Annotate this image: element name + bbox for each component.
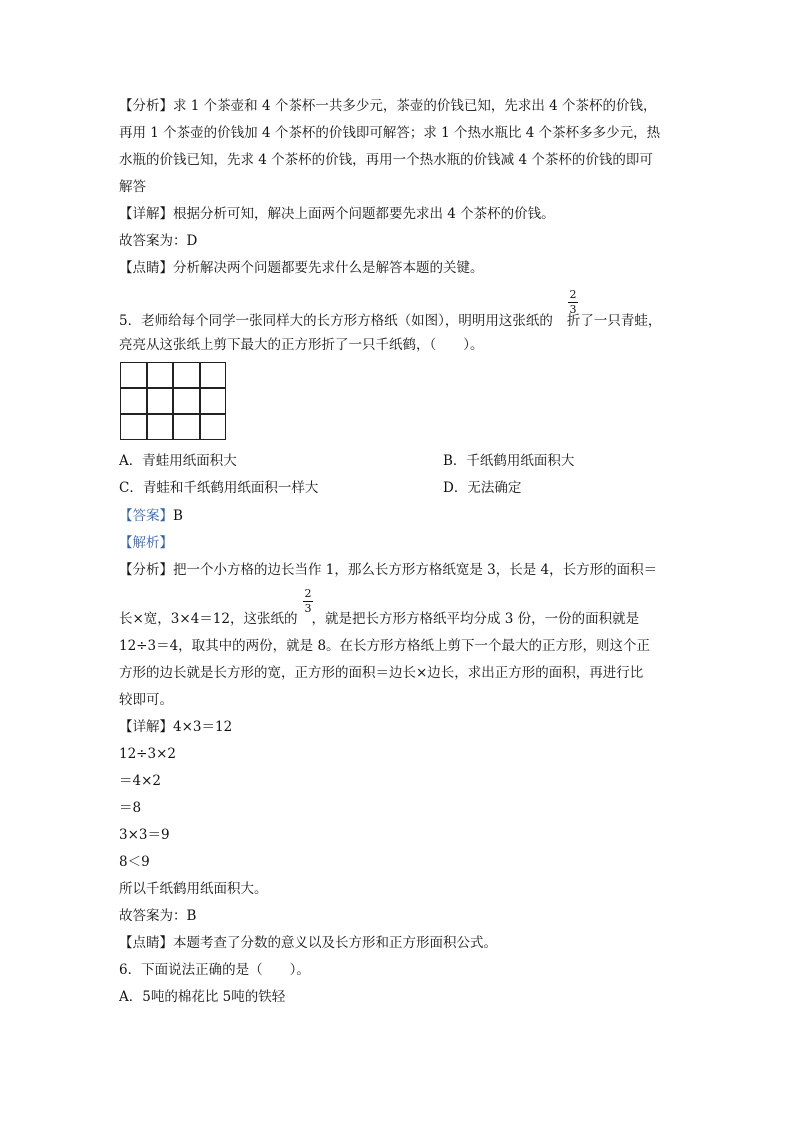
q5-analysis-line-3: 12÷3＝4，取其中的两份，就是 8。在长方形方格纸上剪下一个最大的正方形，则这个正 xyxy=(119,638,651,654)
q5-detail-line: 3×3＝9 xyxy=(119,827,170,843)
q5-analysis-fraction xyxy=(303,588,313,615)
q5-analysis-part-b: ，就是把长方形方格纸平均分成 3 份，一份的面积就是 xyxy=(311,611,640,627)
q4-analysis-line-3: 水瓶的价钱已知，先求 4 个茶杯的价钱，再用一个热水瓶的价钱减 4 个茶杯的价钱的即可 xyxy=(119,152,653,168)
q5-jiexi-tag: 【解析】 xyxy=(119,535,173,551)
q6-option-a: A．5吨的棉花比 5吨的铁轻 xyxy=(119,989,286,1005)
answer-tag: 【答案】 xyxy=(119,508,173,524)
q4-analysis-line-4: 解答 xyxy=(119,179,146,195)
answer-value: B xyxy=(173,508,183,524)
grid-paper-figure xyxy=(120,362,226,440)
q5-detail-line: 【详解】4×3＝12 xyxy=(119,719,233,735)
q5-stem-part2: 折了一只青蛙， xyxy=(566,313,662,329)
q5-option-a: A．青蛙用纸面积大 xyxy=(119,453,237,469)
q4-analysis-line-2: 再用 1 个茶壶的价钱加 4 个茶杯的价钱即可解答；求 1 个热水瓶比 4 个茶杯多多少元，热 xyxy=(119,125,661,141)
q4-comment: 【点睛】分析解决两个问题都要先求什么是解答本题的关键。 xyxy=(119,260,484,276)
q5-stem-line-2: 亮亮从这张纸上剪下最大的正方形折了一只千纸鹤，（ ）。 xyxy=(119,337,484,353)
fraction-denominator: 3 xyxy=(569,303,577,316)
q5-stem-line-1 xyxy=(119,312,661,330)
q5-detail-line: 所以千纸鹤用纸面积大。 xyxy=(119,881,268,897)
q6-stem: 6．下面说法正确的是（ ）。 xyxy=(119,962,310,978)
q5-analysis-line-4: 方形的边长就是长方形的宽，正方形的面积＝边长×边长，求出正方形的面积，再进行比 xyxy=(119,665,644,681)
q5-analysis-part-a: 长×宽，3×4＝12，这张纸的 xyxy=(119,611,298,627)
q4-analysis-line-1: 【分析】求 1 个茶壶和 4 个茶杯一共多少元，茶壶的价钱已知，先求出 4 个茶杯的价钱， xyxy=(119,98,657,114)
q5-answer xyxy=(119,507,183,525)
q5-detail-line: 12÷3×2 xyxy=(119,746,176,762)
q5-stem-part1: 5．老师给每个同学一张同样大的长方形方格纸（如图），明明用这张纸的 xyxy=(119,313,553,329)
fraction-denominator: 3 xyxy=(304,602,312,615)
q5-analysis-line-1: 【分析】把一个小方格的边长当作 1，那么长方形方格纸宽是 3，长是 4，长方形的面积＝ xyxy=(119,562,658,578)
q5-option-d: D．无法确定 xyxy=(443,480,522,496)
q5-analysis-line-5: 较即可。 xyxy=(119,692,173,708)
q5-comment: 【点睛】本题考查了分数的意义以及长方形和正方形面积公式。 xyxy=(119,935,497,951)
q4-answer: 故答案为：D xyxy=(119,233,198,249)
q5-detail-line: 8＜9 xyxy=(119,854,150,870)
q5-option-c: C．青蛙和千纸鹤用纸面积一样大 xyxy=(119,480,319,496)
q5-stem-fraction xyxy=(568,289,578,316)
q5-answer-final: 故答案为：B xyxy=(119,908,197,924)
q4-detail: 【详解】根据分析可知，解决上面两个问题都要先求出 4 个茶杯的价钱。 xyxy=(119,206,555,222)
q5-detail-line: ＝8 xyxy=(119,800,142,816)
q5-detail-line: ＝4×2 xyxy=(119,773,161,789)
fraction-numerator: 2 xyxy=(304,587,312,600)
fraction-numerator: 2 xyxy=(569,288,577,301)
q5-option-b: B．千纸鹤用纸面积大 xyxy=(443,453,575,469)
q5-analysis-line-2 xyxy=(119,610,639,628)
